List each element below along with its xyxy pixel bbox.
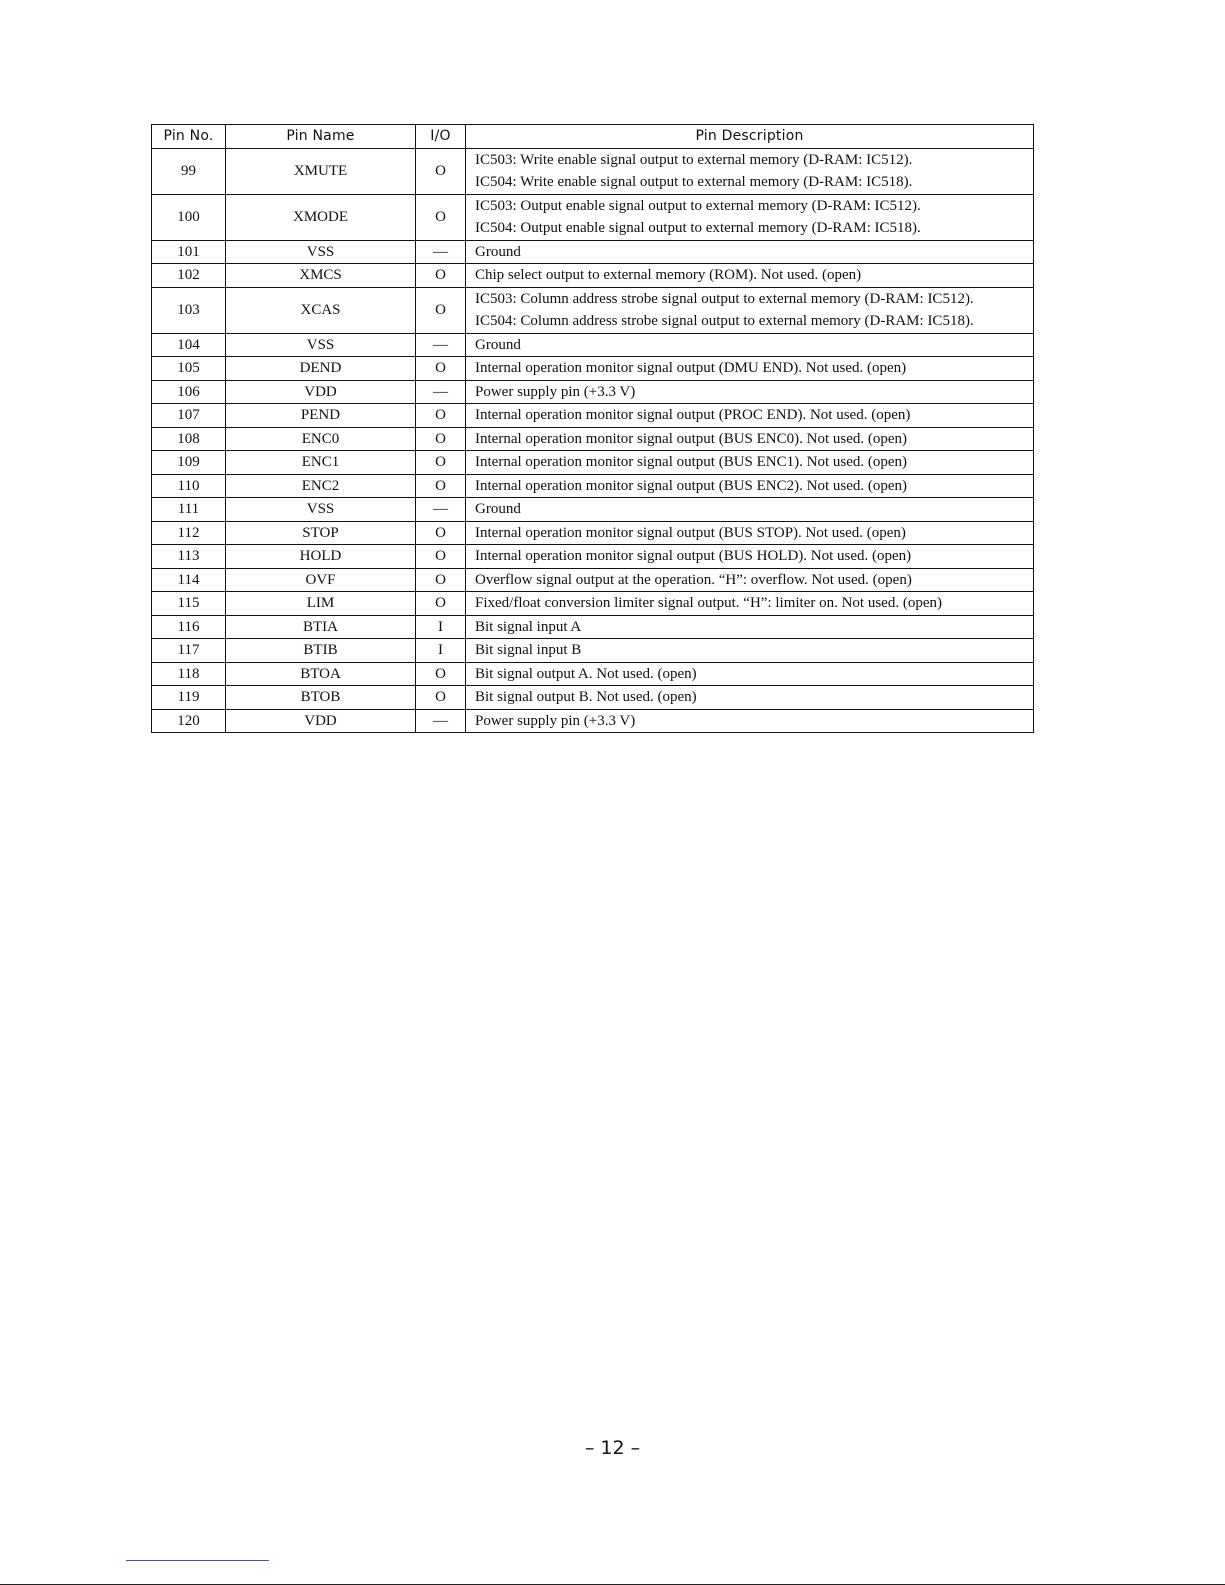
table-row <box>152 639 1034 663</box>
pin-name-cell: VDD <box>226 709 416 733</box>
pin-name-cell: XMODE <box>226 194 416 240</box>
description-line: IC504: Write enable signal output to external memory (D-RAM: IC518). <box>475 174 913 190</box>
pin-description-cell <box>466 451 1034 475</box>
description-line: Power supply pin (+3.3 V) <box>475 383 636 400</box>
pin-name-cell: XMUTE <box>226 148 416 194</box>
description-line: IC503: Write enable signal output to external memory (D-RAM: IC512). <box>475 151 913 168</box>
pin-no-cell: 102 <box>152 264 226 288</box>
table-row <box>152 686 1034 710</box>
pin-io-cell: — <box>416 380 466 404</box>
table-row <box>152 148 1034 194</box>
description-line: Internal operation monitor signal output (DMU END). Not used. (open) <box>475 360 907 376</box>
description-line: IC504: Column address strobe signal output to external memory (D-RAM: IC518). <box>475 313 974 329</box>
pin-no-cell: 116 <box>152 615 226 639</box>
pin-io-cell: O <box>416 148 466 194</box>
page-number: – 12 – <box>584 1437 641 1459</box>
pin-no-cell: 107 <box>152 404 226 428</box>
pin-no-cell: 106 <box>152 380 226 404</box>
pin-description-cell <box>466 194 1034 240</box>
pin-no-cell: 108 <box>152 427 226 451</box>
description-line: Power supply pin (+3.3 V) <box>475 712 636 729</box>
pin-no-cell: 120 <box>152 709 226 733</box>
table-row <box>152 194 1034 240</box>
pin-name-cell: LIM <box>226 592 416 616</box>
pin-io-cell: O <box>416 474 466 498</box>
pin-name-cell: XMCS <box>226 264 416 288</box>
table-row <box>152 662 1034 686</box>
pin-io-cell: O <box>416 662 466 686</box>
pin-io-cell: I <box>416 615 466 639</box>
description-line: Internal operation monitor signal output (BUS HOLD). Not used. (open) <box>475 548 912 564</box>
table-row <box>152 264 1034 288</box>
pin-description-cell <box>466 521 1034 545</box>
pin-io-cell: O <box>416 357 466 381</box>
pin-name-cell: BTIA <box>226 615 416 639</box>
table-row <box>152 568 1034 592</box>
table-row <box>152 240 1034 264</box>
pin-name-cell: VSS <box>226 498 416 522</box>
footer-rule <box>126 1560 269 1561</box>
pin-name-cell: HOLD <box>226 545 416 569</box>
pin-description-cell <box>466 333 1034 357</box>
pin-description-cell <box>466 592 1034 616</box>
pin-no-cell: 109 <box>152 451 226 475</box>
pin-io-cell: O <box>416 427 466 451</box>
table-row <box>152 592 1034 616</box>
pin-description-cell <box>466 709 1034 733</box>
pin-io-cell: O <box>416 194 466 240</box>
table-row <box>152 333 1034 357</box>
pin-io-cell: O <box>416 404 466 428</box>
pin-description-cell <box>466 686 1034 710</box>
pin-io-cell: O <box>416 568 466 592</box>
table-row <box>152 404 1034 428</box>
pin-description-cell <box>466 148 1034 194</box>
pin-description-cell <box>466 240 1034 264</box>
pin-description-cell <box>466 264 1034 288</box>
pin-no-cell: 118 <box>152 662 226 686</box>
description-line: Fixed/float conversion limiter signal output. “H”: limiter on. Not used. (open) <box>475 595 942 611</box>
pin-description-cell <box>466 498 1034 522</box>
description-line: Ground <box>475 501 521 517</box>
header-pin-name: Pin Name <box>226 125 416 149</box>
pin-no-cell: 112 <box>152 521 226 545</box>
pin-description-cell <box>466 357 1034 381</box>
description-line: Bit signal output A. Not used. (open) <box>475 665 697 682</box>
pin-description-cell <box>466 474 1034 498</box>
pin-name-cell: DEND <box>226 357 416 381</box>
pin-description-cell <box>466 545 1034 569</box>
pin-no-cell: 103 <box>152 287 226 333</box>
pin-name-cell: BTOA <box>226 662 416 686</box>
table-row <box>152 498 1034 522</box>
table-row <box>152 451 1034 475</box>
description-line: Internal operation monitor signal output (PROC END). Not used. (open) <box>475 407 911 423</box>
pin-description-cell <box>466 615 1034 639</box>
description-line: Internal operation monitor signal output (BUS STOP). Not used. (open) <box>475 524 906 541</box>
pin-description-cell <box>466 568 1034 592</box>
description-line: Internal operation monitor signal output (BUS ENC0). Not used. (open) <box>475 430 908 447</box>
table-row <box>152 521 1034 545</box>
pin-io-cell: — <box>416 498 466 522</box>
pin-no-cell: 111 <box>152 498 226 522</box>
pin-no-cell: 113 <box>152 545 226 569</box>
pin-io-cell: O <box>416 287 466 333</box>
pin-no-cell: 101 <box>152 240 226 264</box>
table-row <box>152 287 1034 333</box>
pin-name-cell: ENC1 <box>226 451 416 475</box>
pin-table-body <box>152 148 1034 733</box>
pin-name-cell: ENC0 <box>226 427 416 451</box>
table-row <box>152 709 1034 733</box>
pin-name-cell: ENC2 <box>226 474 416 498</box>
pin-no-cell: 115 <box>152 592 226 616</box>
pin-io-cell: I <box>416 639 466 663</box>
pin-io-cell: O <box>416 545 466 569</box>
pin-description-cell <box>466 404 1034 428</box>
table-row <box>152 427 1034 451</box>
pin-name-cell: VDD <box>226 380 416 404</box>
pin-description-cell <box>466 639 1034 663</box>
pin-no-cell: 114 <box>152 568 226 592</box>
pin-no-cell: 119 <box>152 686 226 710</box>
pin-name-cell: VSS <box>226 333 416 357</box>
description-line: Chip select output to external memory (ROM). Not used. (open) <box>475 267 862 283</box>
description-line: Ground <box>475 336 521 353</box>
table-row <box>152 545 1034 569</box>
pin-description-cell <box>466 380 1034 404</box>
pin-name-cell: XCAS <box>226 287 416 333</box>
description-line: IC503: Column address strobe signal output to external memory (D-RAM: IC512). <box>475 290 974 307</box>
description-line: IC504: Output enable signal output to external memory (D-RAM: IC518). <box>475 220 921 236</box>
pin-no-cell: 99 <box>152 148 226 194</box>
pin-no-cell: 100 <box>152 194 226 240</box>
description-line: Overflow signal output at the operation. “H”: overflow. Not used. (open) <box>475 571 912 588</box>
description-line: Ground <box>475 243 521 260</box>
pin-io-cell: — <box>416 333 466 357</box>
description-line: Bit signal input B <box>475 642 582 658</box>
pin-io-cell: O <box>416 264 466 288</box>
pin-name-cell: BTOB <box>226 686 416 710</box>
header-pin-description: Pin Description <box>466 125 1034 149</box>
pin-name-cell: PEND <box>226 404 416 428</box>
pin-io-cell: O <box>416 451 466 475</box>
pin-description-cell <box>466 662 1034 686</box>
header-pin-no: Pin No. <box>152 125 226 149</box>
table-header-row <box>152 125 1034 149</box>
pin-name-cell: OVF <box>226 568 416 592</box>
pin-io-cell: O <box>416 592 466 616</box>
pin-name-cell: STOP <box>226 521 416 545</box>
description-line: Internal operation monitor signal output (BUS ENC2). Not used. (open) <box>475 477 908 494</box>
pin-no-cell: 105 <box>152 357 226 381</box>
description-line: IC503: Output enable signal output to external memory (D-RAM: IC512). <box>475 197 921 214</box>
pin-name-cell: BTIB <box>226 639 416 663</box>
table-row <box>152 357 1034 381</box>
pin-io-cell: — <box>416 240 466 264</box>
description-line: Internal operation monitor signal output (BUS ENC1). Not used. (open) <box>475 454 908 470</box>
pin-no-cell: 104 <box>152 333 226 357</box>
table-row <box>152 380 1034 404</box>
description-line: Bit signal output B. Not used. (open) <box>475 689 697 705</box>
pin-description-table <box>151 124 1034 733</box>
description-line: Bit signal input A <box>475 618 582 635</box>
pin-description-cell <box>466 287 1034 333</box>
pin-description-cell <box>466 427 1034 451</box>
header-io: I/O <box>416 125 466 149</box>
table-row <box>152 474 1034 498</box>
pin-io-cell: — <box>416 709 466 733</box>
table-row <box>152 615 1034 639</box>
pin-no-cell: 110 <box>152 474 226 498</box>
pin-no-cell: 117 <box>152 639 226 663</box>
pin-name-cell: VSS <box>226 240 416 264</box>
pin-io-cell: O <box>416 686 466 710</box>
pin-io-cell: O <box>416 521 466 545</box>
